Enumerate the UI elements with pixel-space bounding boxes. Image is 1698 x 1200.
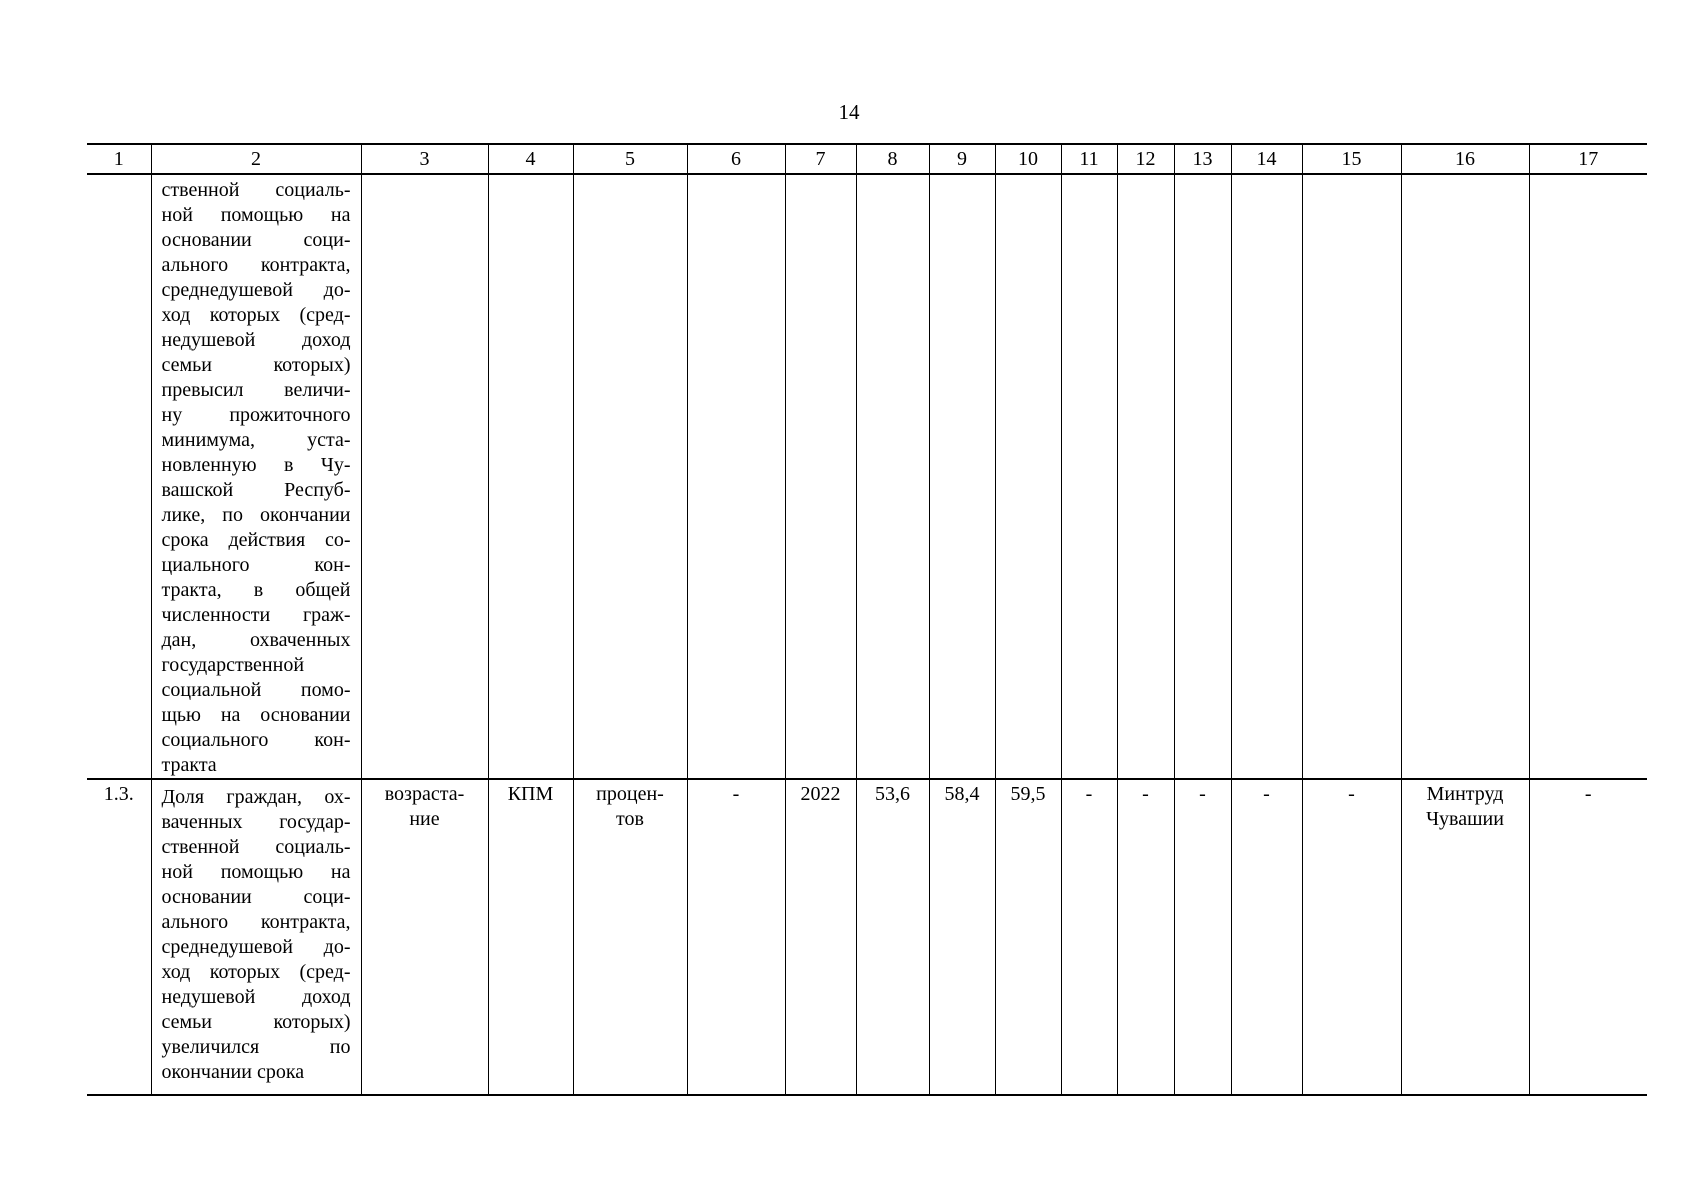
description-line: превысил величи- [161,379,351,401]
header-row [87,144,1647,174]
description-line: ход которых (сред- [161,304,351,326]
value-cell: 58,4 [929,779,995,1095]
description-line: новленную в Чу- [161,454,351,476]
value-cell: - [687,779,785,1095]
unit-line: процен- [596,783,664,805]
description-line: дан, охваченных [161,629,351,651]
description-line: лике, по окончании [161,504,351,526]
header-cell: 3 [361,144,488,174]
description-line: циального кон- [161,554,351,576]
description-line: недушевой доход [161,329,351,351]
description-line: государственной [161,654,305,676]
description-line: численности граж- [161,604,351,626]
description-line: ну прожиточного [161,404,351,426]
responsible-line: Чувашии [1426,808,1504,830]
value-cell: - [1529,779,1647,1095]
description-line: социальной помо- [161,679,351,701]
header-cell: 5 [573,144,687,174]
indicators-table [87,143,1647,1096]
header-cell: 15 [1302,144,1401,174]
indicator-description-cell [151,779,361,1095]
indicator-description [152,175,361,778]
table-row-continued [87,174,1647,779]
header-cell: 2 [151,144,361,174]
description-line: увеличился по [161,1036,351,1058]
description-line: недушевой доход [161,986,351,1008]
indicator-type-cell: КПМ [488,779,573,1095]
description-line: тракта [161,754,217,776]
header-cell: 4 [488,144,573,174]
description-line: ной помощью на [161,204,351,226]
base-year-cell: 2022 [785,779,856,1095]
description-line: среднедушевой до- [161,936,351,958]
description-line: тракта, в общей [161,579,351,601]
description-line: среднедушевой до- [161,279,351,301]
description-line: семьи которых) [161,354,351,376]
unit-cell [573,779,687,1095]
description-line: основании соци- [161,229,351,251]
unit-line: тов [616,808,644,830]
header-cell: 10 [995,144,1061,174]
value-cell: - [1061,779,1117,1095]
header-cell: 6 [687,144,785,174]
description-line: щью на основании [161,704,351,726]
header-cell: 17 [1529,144,1647,174]
indicator-description [152,782,361,1085]
description-line: ального контракта, [161,911,351,933]
description-line: социального кон- [161,729,351,751]
trend-line: ние [409,808,440,830]
value-cell: 53,6 [856,779,929,1095]
header-cell: 7 [785,144,856,174]
description-line: семьи которых) [161,1011,351,1033]
value-cell: - [1117,779,1174,1095]
trend-line: возраста- [384,783,465,805]
description-line: ной помощью на [161,861,351,883]
row-number-cell: 1.3. [87,779,151,1095]
description-line: срока действия со- [161,529,351,551]
header-cell: 11 [1061,144,1117,174]
description-line: минимума, уста- [161,429,351,451]
responsible-cell [1401,779,1529,1095]
page-number: 14 [838,100,860,124]
description-line: вашской Респуб- [161,479,351,501]
row-number-cell [87,174,151,779]
value-cell: - [1174,779,1231,1095]
description-line: ственной социаль- [161,836,351,858]
value-cell: - [1231,779,1302,1095]
description-line: окончании срока [161,1061,305,1083]
header-cell: 8 [856,144,929,174]
header-cell: 16 [1401,144,1529,174]
header-cell: 14 [1231,144,1302,174]
table-row-1-3 [87,779,1647,1095]
header-cell: 13 [1174,144,1231,174]
description-line: ход которых (сред- [161,961,351,983]
description-line: основании соци- [161,886,351,908]
value-cell: 59,5 [995,779,1061,1095]
description-line: ственной социаль- [161,179,351,201]
description-line: Доля граждан, ох- [161,786,351,808]
header-cell: 9 [929,144,995,174]
trend-cell [361,779,488,1095]
header-cell: 1 [87,144,151,174]
header-cell: 12 [1117,144,1174,174]
responsible-line: Минтруд [1426,783,1504,805]
value-cell: - [1302,779,1401,1095]
description-line: ваченных государ- [161,811,351,833]
indicator-description-cell [151,174,361,779]
description-line: ального контракта, [161,254,351,276]
